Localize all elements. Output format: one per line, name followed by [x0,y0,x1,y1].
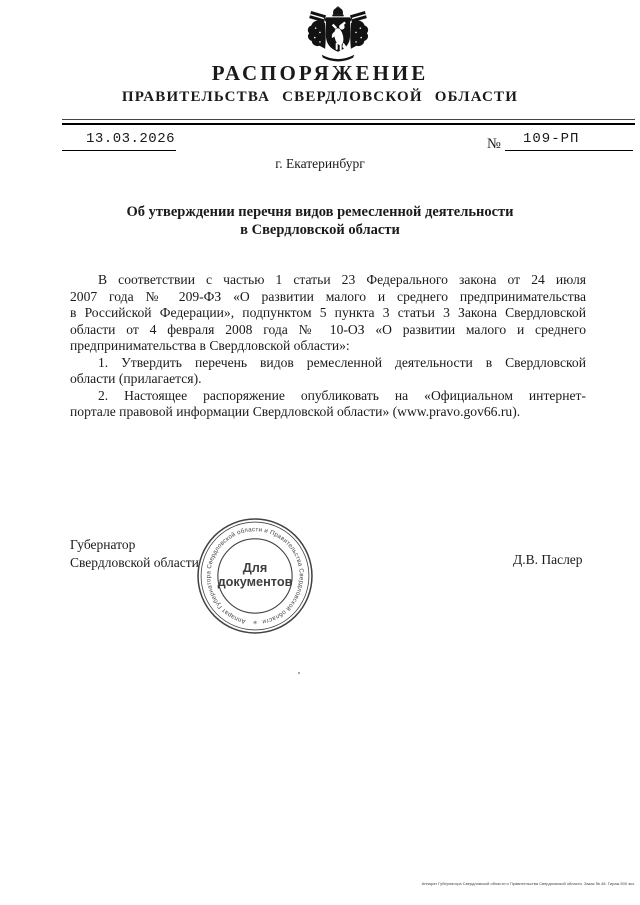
header-rule [62,119,635,125]
approval-stamp [196,517,314,635]
signature-position-line-2: Свердловской области [70,554,199,570]
signature-position [70,536,199,571]
body-line: портале правовой информации Свердловской области» (www.pravo.gov66.ru). [70,404,521,419]
stamp-ring-text: Аппарат Губернатора Свердловской области и Правительства Свердловской области [205,526,305,626]
body-line: в Российской Федерации», подпунктом 5 пункта 3 статьи 3 Закона Свердловской [70,305,586,320]
body-line: области от 4 февраля 2008 года № 10-ОЗ «О развитии малого и среднего [70,321,586,337]
coat-of-arms-icon [295,5,381,65]
issuer-title: ПРАВИТЕЛЬСТВА СВЕРДЛОВСКОЙ ОБЛАСТИ [121,89,519,105]
subject-line-2: в Свердловской области [240,222,400,238]
stamp-star-icon: ✳ [252,620,258,627]
fine-print: Аппарат Губернатора Свердловской области и Правительства Свердловской области. Заказ № 48. Тираж 500 экз. [421,881,635,886]
document-body [70,272,586,421]
number-sign: № [487,136,501,152]
number-field: 109-РП [523,131,580,147]
subject-line-1: Об утверждении перечня видов ремесленной деятельности [126,204,514,220]
body-line: области (прилагается). [70,371,202,386]
signatory-name: Д.В. Паслер [513,552,583,567]
body-line: 2. Настоящее распоряжение опубликовать на «Официальном интернет- [98,387,586,403]
stamp-center-line-1: Для [242,559,268,575]
body-line: предпринимательства в Свердловской области»: [70,338,350,353]
date-field: 13.03.2026 [86,131,176,147]
place-line: г. Екатеринбург [275,156,365,171]
number-underline [505,150,633,151]
subject-title [0,203,640,239]
document-type-title: РАСПОРЯЖЕНИЕ [211,61,429,85]
body-line: 2007 года № 209-ФЗ «О развитии малого и среднего предпринимательства [70,288,586,304]
stamp-center-line-2: документов [217,574,293,590]
body-line: 1. Утвердить перечень видов ремесленной деятельности в Свердловской [98,354,586,370]
scan-artifact-dot [298,672,300,674]
signature-position-line-1: Губернатор [70,537,136,552]
date-underline [62,150,176,151]
body-line: В соответствии с частью 1 статьи 23 Федерального закона от 24 июля [98,272,586,287]
